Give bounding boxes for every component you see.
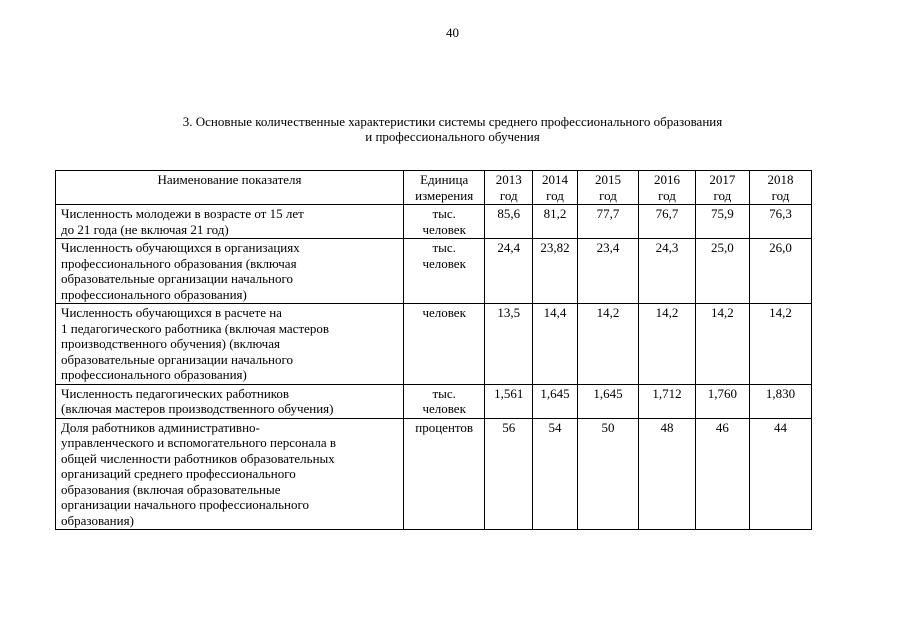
table-row: [56, 239, 812, 304]
indicator-name: Доля работников административно- управленческого и вспомогательного персонала в общей численности работников образовательных организаций среднего профессионального образования (включая образовательные организации начального профессионального образования): [56, 418, 404, 530]
value-cell: 26,0: [749, 239, 811, 304]
value-cell: 1,760: [695, 384, 749, 418]
header-year-2014: 2014 год: [533, 171, 578, 205]
header-year-2015: 2015 год: [577, 171, 638, 205]
value-cell: 14,2: [695, 304, 749, 385]
value-cell: 44: [749, 418, 811, 530]
indicator-name: Численность педагогических работников (включая мастеров производственного обучения): [56, 384, 404, 418]
value-cell: 56: [485, 418, 533, 530]
unit-cell: тыс. человек: [403, 384, 484, 418]
value-cell: 14,2: [638, 304, 695, 385]
value-cell: 14,2: [749, 304, 811, 385]
value-cell: 75,9: [695, 205, 749, 239]
unit-cell: процентов: [403, 418, 484, 530]
unit-cell: тыс. человек: [403, 239, 484, 304]
header-unit: Единица измерения: [403, 171, 484, 205]
header-year-2018: 2018 год: [749, 171, 811, 205]
value-cell: 14,4: [533, 304, 578, 385]
header-indicator-name: Наименование показателя: [56, 171, 404, 205]
header-year-2016: 2016 год: [638, 171, 695, 205]
header-year-2017: 2017 год: [695, 171, 749, 205]
value-cell: 23,82: [533, 239, 578, 304]
table-row: [56, 418, 812, 530]
value-cell: 81,2: [533, 205, 578, 239]
indicator-name: Численность обучающихся в организациях профессионального образования (включая образовательные организации начального профессионального образования): [56, 239, 404, 304]
value-cell: 25,0: [695, 239, 749, 304]
value-cell: 50: [577, 418, 638, 530]
value-cell: 24,3: [638, 239, 695, 304]
value-cell: 76,7: [638, 205, 695, 239]
value-cell: 13,5: [485, 304, 533, 385]
indicators-table: [55, 170, 812, 530]
value-cell: 24,4: [485, 239, 533, 304]
unit-cell: человек: [403, 304, 484, 385]
value-cell: 54: [533, 418, 578, 530]
page-number: 40: [446, 25, 459, 40]
value-cell: 76,3: [749, 205, 811, 239]
value-cell: 1,645: [577, 384, 638, 418]
value-cell: 1,645: [533, 384, 578, 418]
table-row: [56, 384, 812, 418]
value-cell: 77,7: [577, 205, 638, 239]
section-title-line-1: 3. Основные количественные характеристики системы среднего профессионального образования: [182, 114, 723, 129]
indicator-name: Численность молодежи в возрасте от 15 лет до 21 года (не включая 21 год): [56, 205, 404, 239]
value-cell: 46: [695, 418, 749, 530]
table-header-row: [56, 171, 812, 205]
value-cell: 14,2: [577, 304, 638, 385]
value-cell: 48: [638, 418, 695, 530]
value-cell: 1,830: [749, 384, 811, 418]
value-cell: 1,712: [638, 384, 695, 418]
section-title: [0, 114, 905, 144]
header-year-2013: 2013 год: [485, 171, 533, 205]
section-title-line-2: и профессионального обучения: [365, 129, 540, 144]
indicator-name: Численность обучающихся в расчете на 1 педагогического работника (включая мастеров производственного обучения) (включая образовательные организации начального профессионального образования): [56, 304, 404, 385]
value-cell: 1,561: [485, 384, 533, 418]
unit-cell: тыс. человек: [403, 205, 484, 239]
value-cell: 85,6: [485, 205, 533, 239]
table-row: [56, 304, 812, 385]
table-row: [56, 205, 812, 239]
value-cell: 23,4: [577, 239, 638, 304]
